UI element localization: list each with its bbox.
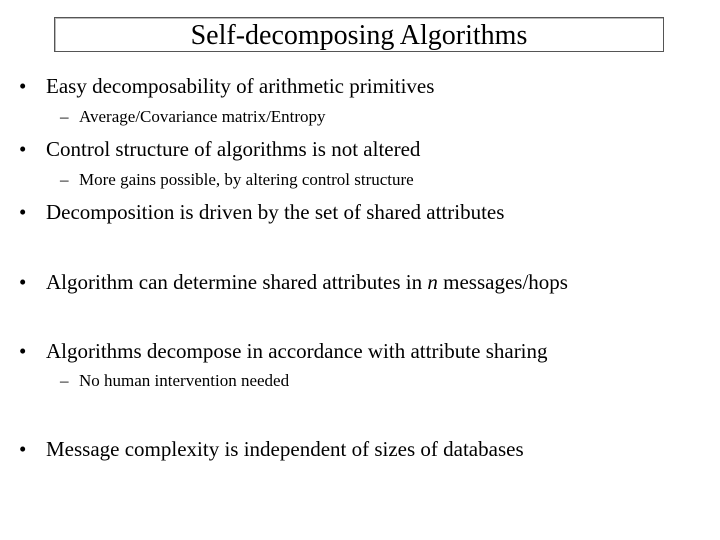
bullet-item-1 [19, 74, 434, 98]
sub-bullet-marker: – [60, 170, 69, 189]
sub-bullet-text: No human intervention needed [79, 371, 290, 390]
bullet-marker: • [19, 74, 27, 98]
bullet-text-before: Algorithm can determine shared attributes in [46, 270, 428, 294]
sub-bullet-text: More gains possible, by altering control structure [79, 170, 414, 189]
bullet-item-6 [19, 437, 524, 461]
bullet-text: Easy decomposability of arithmetic primitives [46, 74, 435, 98]
bullet-text: Algorithms decompose in accordance with attribute sharing [46, 339, 548, 363]
sub-bullet-marker: – [60, 371, 69, 390]
bullet-text: Control structure of algorithms is not altered [46, 137, 421, 161]
sub-bullet-item-5-1 [60, 371, 289, 391]
bullet-marker: • [19, 270, 27, 294]
bullet-item-2 [19, 137, 420, 161]
bullet-marker: • [19, 339, 27, 363]
bullet-item-5 [19, 339, 548, 363]
bullet-marker: • [19, 437, 27, 461]
bullet-text-after: messages/hops [437, 270, 568, 294]
bullet-marker: • [19, 137, 27, 161]
sub-bullet-text: Average/Covariance matrix/Entropy [79, 107, 326, 126]
bullet-item-4 [19, 270, 568, 294]
bullet-text: Message complexity is independent of sizes of databases [46, 437, 524, 461]
slide-title: Self-decomposing Algorithms [54, 17, 664, 52]
sub-bullet-item-2-1 [60, 170, 414, 190]
sub-bullet-marker: – [60, 107, 69, 126]
sub-bullet-item-1-1 [60, 107, 326, 127]
bullet-text: Decomposition is driven by the set of shared attributes [46, 200, 505, 224]
bullet-item-3 [19, 200, 504, 224]
bullet-text-italic: n [427, 270, 438, 294]
bullet-marker: • [19, 200, 27, 224]
